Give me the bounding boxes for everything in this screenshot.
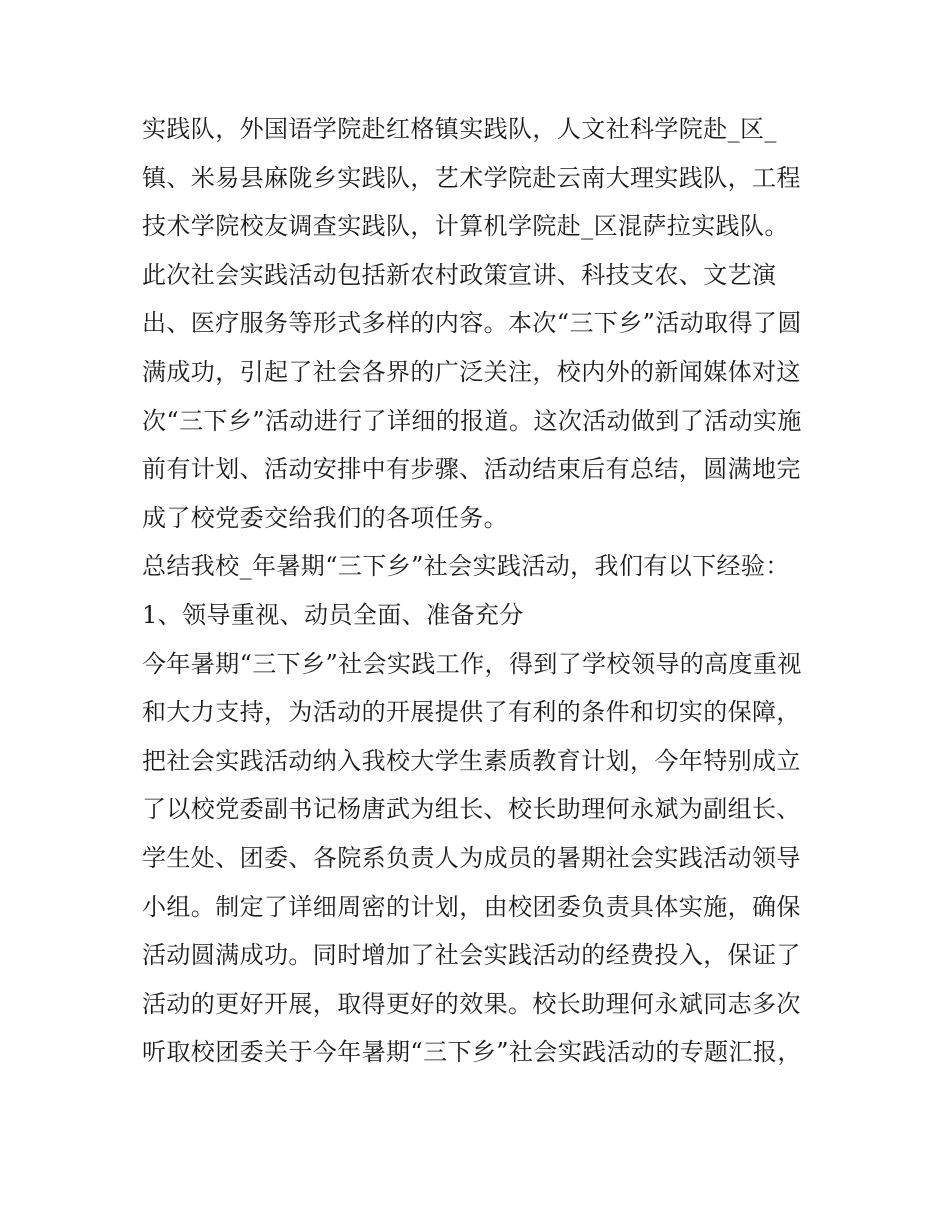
text-line: 听取校团委关于今年暑期“三下乡”社会实践活动的专题汇报， [142, 1038, 802, 1067]
text-line: 镇、米易县麻陇乡实践队，艺术学院赴云南大理实践队，工程 [142, 163, 801, 192]
text-line: 前有计划、活动安排中有步骤、活动结束后有总结，圆满地完 [142, 455, 801, 484]
text-line: 活动圆满成功。同时增加了社会实践活动的经费投入，保证了 [142, 941, 801, 970]
text-line: 活动的更好开展，取得更好的效果。校长助理何永斌同志多次 [142, 989, 801, 1018]
text-line: 把社会实践活动纳入我校大学生素质教育计划，今年特别成立 [142, 746, 801, 775]
text-line: 和大力支持，为活动的开展提供了有利的条件和切实的保障， [142, 698, 801, 727]
text-line: 次“三下乡”活动进行了详细的报道。这次活动做到了活动实施 [142, 406, 802, 435]
text-line: 学生处、团委、各院系负责人为成员的暑期社会实践活动领导 [142, 843, 801, 872]
text-line: 小组。制定了详细周密的计划，由校团委负责具体实施，确保 [142, 892, 801, 921]
text-line: 技术学院校友调查实践队，计算机学院赴_区混萨拉实践队。 [142, 212, 789, 241]
text-line: 总结我校_年暑期“三下乡”社会实践活动，我们有以下经验： [142, 552, 790, 581]
section-heading: 1、领导重视、动员全面、准备充分 [142, 600, 524, 629]
text-line: 此次社会实践活动包括新农村政策宣讲、科技支农、文艺演 [142, 260, 777, 289]
text-line: 满成功，引起了社会各界的广泛关注，校内外的新闻媒体对这 [142, 357, 801, 386]
text-line: 今年暑期“三下乡”社会实践工作，得到了学校领导的高度重视 [142, 649, 802, 678]
document-body [142, 105, 822, 1077]
text-line: 成了校党委交给我们的各项任务。 [142, 503, 508, 532]
text-line: 实践队，外国语学院赴红格镇实践队，人文社科学院赴_区_ [142, 115, 777, 143]
text-line: 出、医疗服务等形式多样的内容。本次“三下乡”活动取得了圆 [142, 309, 802, 338]
text-line: 了以校党委副书记杨唐武为组长、校长助理何永斌为副组长、 [142, 795, 801, 824]
